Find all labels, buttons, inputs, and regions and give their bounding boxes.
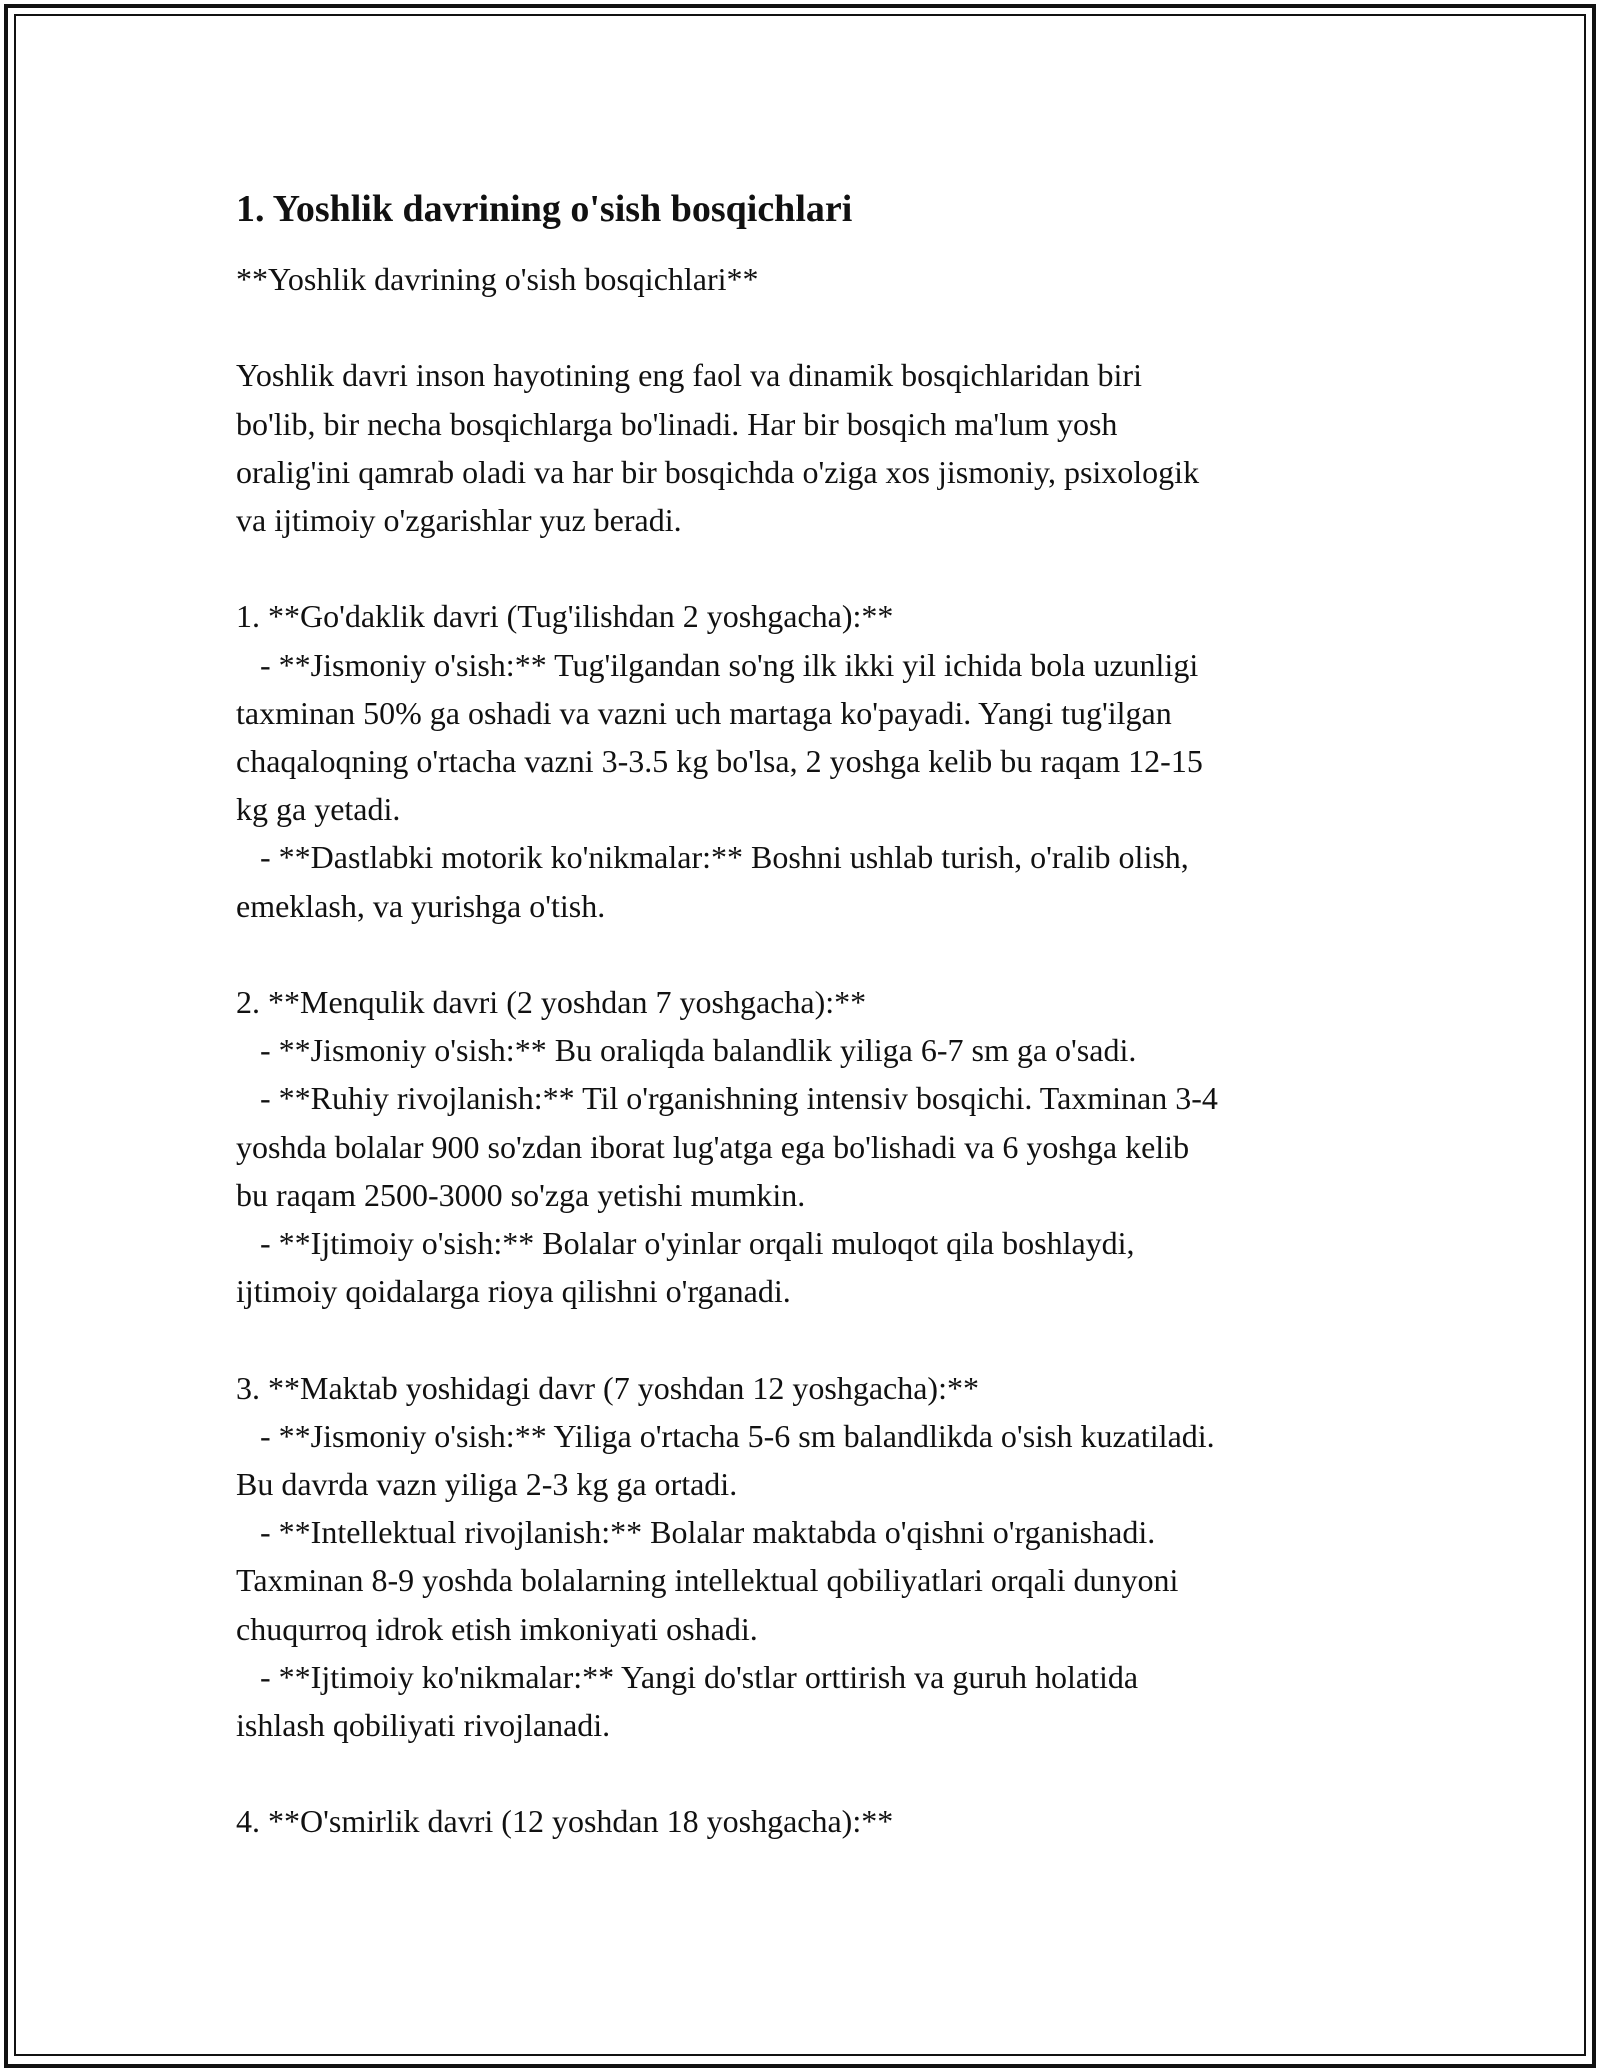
text-line: 3. **Maktab yoshidagi davr (7 yoshdan 12 yoshgacha):** (236, 1369, 979, 1406)
text-line: - **Jismoniy o'sish:** Bu oraliqda balandlik yiliga 6-7 sm ga o'sadi. (236, 1032, 1137, 1069)
text-line: va ijtimoiy o'zgarishlar yuz beradi. (236, 502, 682, 538)
text-line: kg ga yetadi. (236, 791, 401, 828)
text-line: taxminan 50% ga oshadi va vazni uch martaga ko'payadi. Yangi tug'ilgan (236, 694, 1172, 731)
text-line: 2. **Menqulik davri (2 yoshdan 7 yoshgacha):** (236, 984, 867, 1020)
text-line: emeklash, va yurishga o'tish. (236, 887, 606, 924)
text-line: - **Jismoniy o'sish:** Yiliga o'rtacha 5-6 sm balandlikda o'sish kuzatiladi. (236, 1417, 1215, 1454)
text-line: ijtimoiy qoidalarga rioya qilishni o'rganadi. (236, 1273, 791, 1310)
text-line: - **Ruhiy rivojlanish:** Til o'rganishning intensiv bosqichi. Taxminan 3-4 (236, 1080, 1218, 1117)
blank-line (236, 303, 1376, 351)
text-line: - **Dastlabki motorik ko'nikmalar:** Boshni ushlab turish, o'ralib olish, (236, 839, 1189, 876)
text-line: Yoshlik davri inson hayotining eng faol va dinamik bosqichlaridan biri (236, 357, 1142, 394)
text-line: **Yoshlik davrining o'sish bosqichlari** (236, 261, 759, 297)
text-line: - **Intellektual rivojlanish:** Bolalar maktabda o'qishni o'rganishadi. (236, 1514, 1156, 1551)
text-line: - **Ijtimoiy ko'nikmalar:** Yangi do'stlar orttirish va guruh holatida (236, 1658, 1139, 1695)
document-heading: 1. Yoshlik davrining o'sish bosqichlari (236, 188, 853, 230)
blank-line (236, 1749, 1376, 1797)
text-line: Taxminan 8-9 yoshda bolalarning intellektual qobiliyatlari orqali dunyoni (236, 1562, 1179, 1599)
text-line: - **Jismoniy o'sish:** Tug'ilgandan so'ng ilk ikki yil ichida bola uzunligi (236, 646, 1199, 683)
text-line: chaqaloqning o'rtacha vazni 3-3.5 kg bo'lsa, 2 yoshga kelib bu raqam 12-15 (236, 743, 1203, 779)
text-line: - **Ijtimoiy o'sish:** Bolalar o'yinlar orqali muloqot qila boshlaydi, (236, 1225, 1135, 1262)
blank-line (236, 544, 1376, 592)
text-line: yoshda bolalar 900 so'zdan iborat lug'atga ega bo'lishadi va 6 yoshga kelib (236, 1128, 1190, 1165)
document-lines (236, 255, 1376, 1846)
text-line: 4. **O'smirlik davri (12 yoshdan 18 yoshgacha):** (236, 1803, 894, 1840)
text-line: oralig'ini qamrab oladi va har bir bosqichda o'ziga xos jismoniy, psixologik (236, 453, 1200, 490)
text-line: ishlash qobiliyati rivojlanadi. (236, 1707, 611, 1744)
text-line: bu raqam 2500-3000 so'zga yetishi mumkin. (236, 1176, 806, 1213)
blank-line (236, 930, 1376, 978)
text-line: bo'lib, bir necha bosqichlarga bo'linadi. Har bir bosqich ma'lum yosh (236, 405, 1118, 442)
document-body (236, 185, 1376, 1846)
text-line: 1. **Go'daklik davri (Tug'ilishdan 2 yoshgacha):** (236, 598, 894, 635)
blank-line (236, 1315, 1376, 1363)
text-line: Bu davrda vazn yiliga 2-3 kg ga ortadi. (236, 1466, 738, 1503)
text-line: chuqurroq idrok etish imkoniyati oshadi. (236, 1610, 758, 1647)
